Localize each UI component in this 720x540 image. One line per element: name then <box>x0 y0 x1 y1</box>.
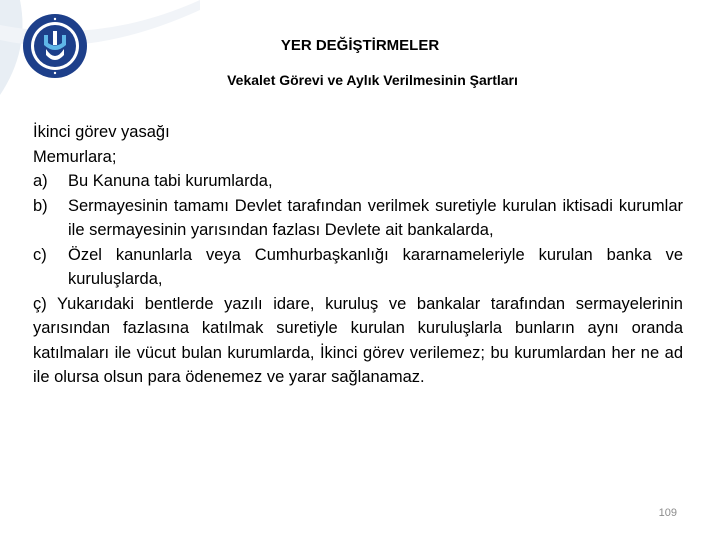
final-paragraph: ç) Yukarıdaki bentlerde yazılı idare, kuruluş ve bankalar tarafından sermayelerinin yarısından fazlasına katılmak suretiyle kurulan kuruluşlarla bunların aynı oranda katılmaları ile vücut bulan kurumlarda, İkinci görev verilemez; bu kurumlardan her ne ad ile olursa olsun para ödenemez ve yarar sağlanamaz. <box>33 294 683 386</box>
page-subtitle: Vekalet Görevi ve Aylık Verilmesinin Şartları <box>227 72 518 88</box>
list-marker: b) <box>33 196 48 215</box>
list-item-text: Özel kanunlarla veya Cumhurbaşkanlığı kararnameleriyle kurulan banka ve kuruluşlarda, <box>68 245 683 288</box>
list-item-a <box>33 169 683 194</box>
list-marker: a) <box>33 172 48 190</box>
page-number: 109 <box>658 507 677 519</box>
list-item-text: Bu Kanuna tabi kurumlarda, <box>68 172 273 190</box>
decorative-swoosh <box>0 0 720 140</box>
list-item-b <box>33 194 683 243</box>
document-body <box>33 120 683 390</box>
section-heading: İkinci görev yasağı <box>33 123 170 141</box>
list-item-text: Sermayesinin tamamı Devlet tarafından verilmek suretiyle kurulan iktisadi kurumlar ile sermayesinin yarısından fazlası Devlete ait bankalarda, <box>68 196 683 239</box>
intro-line: Memurlara; <box>33 147 117 166</box>
list-marker: c) <box>33 245 47 264</box>
page-title: YER DEĞİŞTİRMELER <box>280 37 440 54</box>
list-item-c <box>33 243 683 292</box>
